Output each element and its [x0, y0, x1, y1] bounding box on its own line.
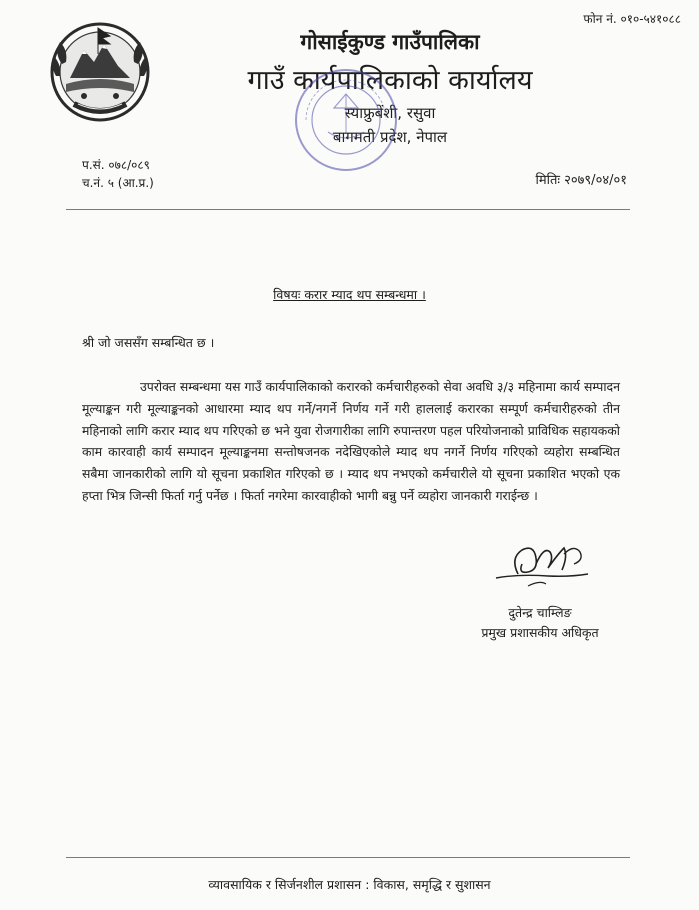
letter-subject — [0, 286, 699, 303]
letter-body: उपरोक्त सम्बन्धमा यस गाउँ कार्यपालिकाको करारको कर्मचारीहरुको सेवा अवधि ३/३ महिनामा कार्य सम्पादन मूल्याङ्कन गरी मूल्याङ्कनको आधारमा म्याद थप गर्ने/नगर्ने निर्णय गर्ने गरी हाललाई करारका सम्पूर्ण कर्मचारीहरुको तीन महिनाको लागि करार म्याद थप गरिएको छ भने युवा रोजगारीका लागि रुपान्तरण पहल परियोजनाको प्राविधिक सहायकको काम कारवाही कार्य सम्पादन मूल्याङ्कनमा सन्तोषजनक नदेखिएकोले म्याद थप नगर्ने निर्णय गरिएको व्यहोरा सम्बन्धित सबैमा जानकारीको लागि यो सूचना प्रकाशित गरिएको छ । म्याद थप नभएको कर्मचारीले यो सूचना प्रकाशित भएको एक हप्ता भित्र जिन्सी फिर्ता गर्नु पर्नेछ । फिर्ता नगरेमा कारवाहीको भागी बन्नु पर्ने व्यहोरा जानकारी गराईन्छ । — [82, 379, 620, 503]
footer-motto: व्यावसायिक र सिर्जनशील प्रशासन : विकास, समृद्धि र सुशासन — [208, 877, 491, 892]
letter-subject-text: विषयः करार म्याद थप सम्बन्धमा । — [273, 287, 426, 302]
office-location: स्याफ्रुबेंशी, रसुवा — [344, 104, 436, 122]
office-name: गाउँ कार्यपालिकाको कार्यालय — [247, 65, 533, 96]
office-phone-number: फोन नं. ०१०-५४१०८८ — [583, 12, 681, 26]
signature — [488, 534, 598, 596]
letter-addressee: श्री जो जससँग सम्बन्धित छ । — [82, 335, 215, 350]
header-divider — [66, 209, 630, 210]
municipality-name: गोसाईकुण्ड गाउँपालिका — [300, 30, 480, 54]
nepal-emblem-logo — [44, 14, 156, 126]
signatory-title: प्रमुख प्रशासकीय अधिकृत — [481, 625, 599, 640]
letter-date: मितिः २०७९/०४/०१ — [535, 173, 627, 188]
chalani-number: च.नं. ५ (आ.प्र.) — [82, 176, 154, 190]
office-stamp — [290, 64, 402, 176]
office-province: बागमती प्रदेश, नेपाल — [332, 128, 448, 146]
signatory-name: दुतेन्द्र चाम्लिङ — [508, 605, 572, 620]
patra-sankhya: प.सं. ०७८/०८९ — [82, 158, 150, 172]
footer-divider — [66, 857, 630, 858]
